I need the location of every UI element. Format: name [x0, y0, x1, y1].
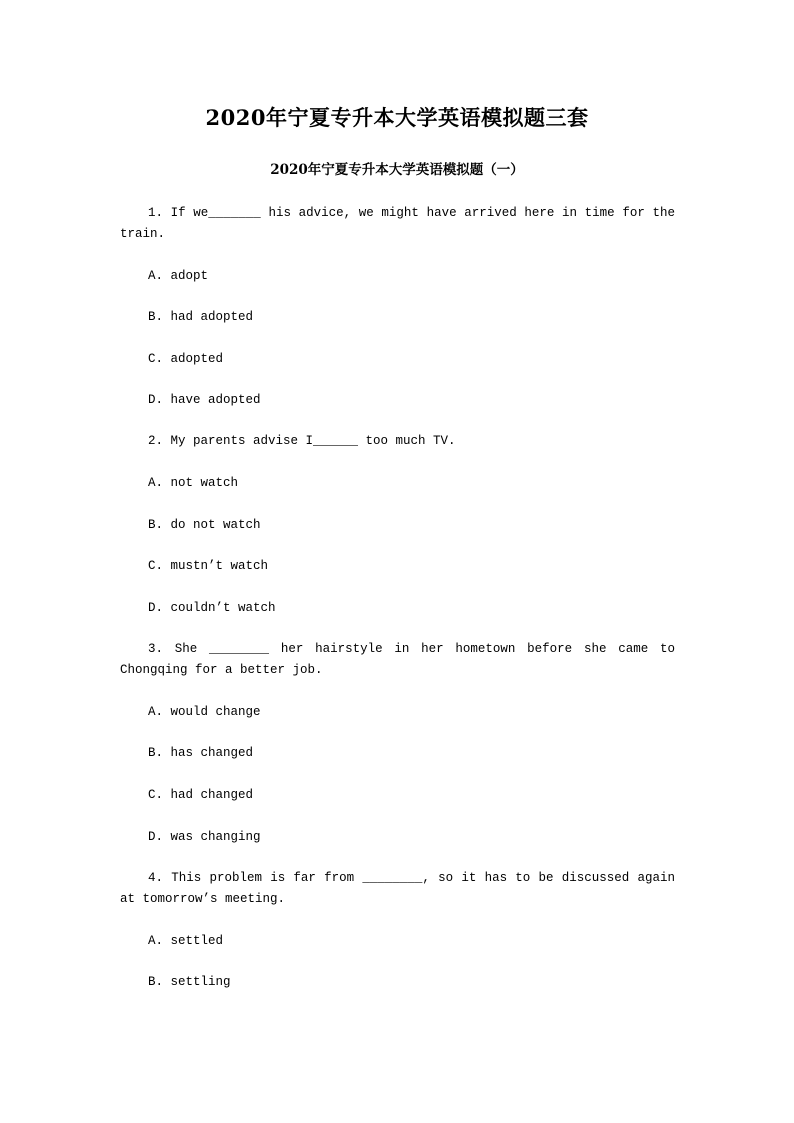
question-1-option-b: B. had adopted — [148, 310, 254, 324]
question-1-option-c: C. adopted — [148, 352, 224, 366]
question-3-option-d: D. was changing — [148, 830, 261, 844]
document-title: 2020年宁夏专升本大学英语模拟题三套 — [205, 105, 589, 130]
question-3-option-c: C. had changed — [148, 788, 254, 802]
question-2-option-b: B. do not watch — [148, 518, 261, 532]
question-1-stem: 1. If we_______ his advice, we might have arrived here in time for the train. — [120, 206, 675, 241]
question-4-stem: 4. This problem is far from ________, so it has to be discussed again at tomorrow’s meeting. — [120, 871, 675, 906]
question-1-option-d: D. have adopted — [148, 393, 261, 407]
question-4-option-b: B. settling — [148, 975, 231, 989]
question-3-stem: 3. She ________ her hairstyle in her hometown before she came to Chongqing for a better job. — [120, 642, 675, 677]
question-3-option-a: A. would change — [148, 705, 261, 719]
question-2-stem: 2. My parents advise I______ too much TV. — [148, 434, 456, 448]
section-title: 2020年宁夏专升本大学英语模拟题（一） — [270, 162, 524, 178]
question-3-option-b: B. has changed — [148, 746, 254, 760]
question-1-option-a: A. adopt — [148, 269, 209, 283]
question-4-option-a: A. settled — [148, 934, 224, 948]
question-2-option-d: D. couldn’t watch — [148, 601, 276, 615]
question-2-option-c: C. mustn’t watch — [148, 559, 269, 573]
question-2-option-a: A. not watch — [148, 476, 239, 490]
